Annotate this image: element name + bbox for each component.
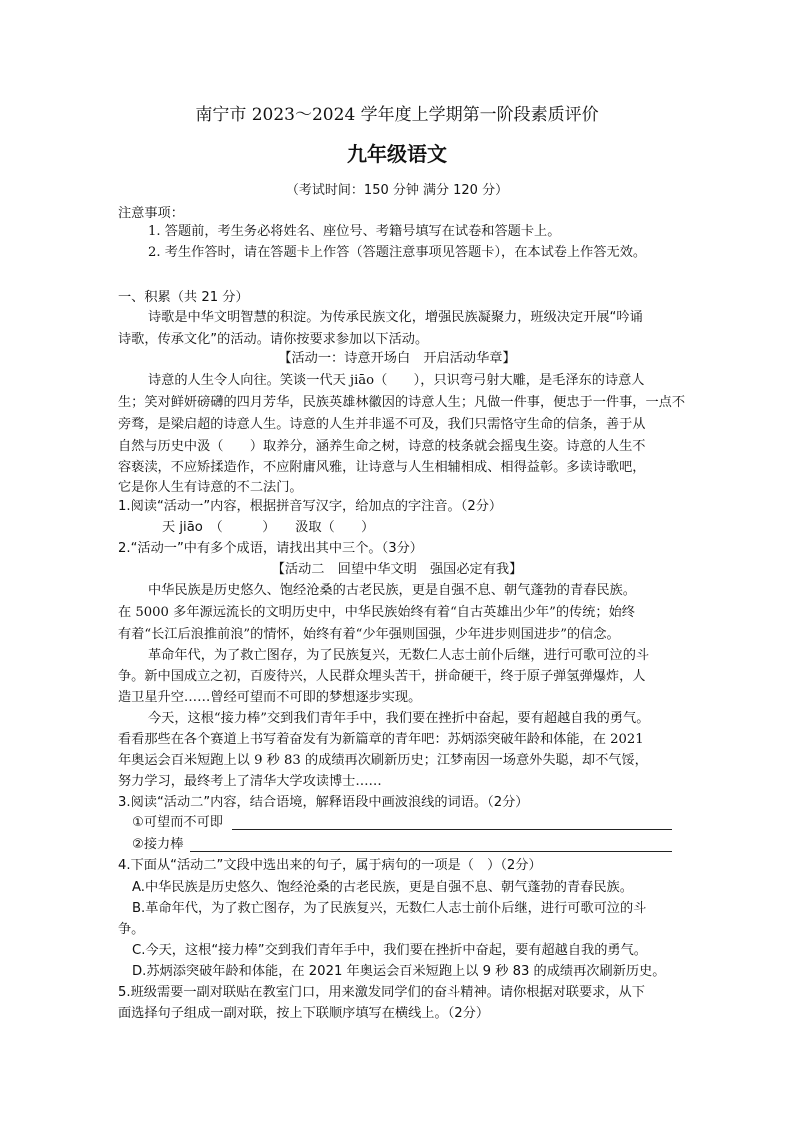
question-5-line-1: 5.班级需要一副对联贴在教室门口，用来激发同学们的奋斗精神。请你根据对联要求，从下 <box>118 985 645 1000</box>
question-4: 4.下面从“活动二”文段中选出来的句子，属于病句的一项是（ ）（2分） <box>118 858 542 873</box>
activity1-line-2: 生；笑对鲜妍磅礴的四月芳华，民族英雄林徽因的诗意人生；凡做一件事，便忠于一件事，一点不 <box>118 395 686 410</box>
answer-line-1[interactable] <box>232 829 672 830</box>
q4-option-c: C.今天，这根“接力棒”交到我们青年手中，我们要在挫折中奋起，要有超越自我的勇气。 <box>132 943 647 958</box>
activity2-line-2: 在 5000 多年源远流长的文明历史中，中华民族始终有着“自古英雄出少年”的传统；始终 <box>118 605 635 620</box>
q4-option-d: D.苏炳添突破年龄和体能，在 2021 年奥运会百米短跑上以 9 秒 83 的成绩再次刷新历史。 <box>132 964 666 979</box>
activity1-line-3: 旁骛，是梁启超的诗意人生。诗意的人生并非遥不可及，我们只需恪守生命的信条，善于从 <box>118 417 646 432</box>
activity2-line-9: 年奥运会百米短跑上以 9 秒 83 的成绩再次刷新历史；江梦南因一场意外失聪，却不气馁， <box>118 753 648 768</box>
activity2-line-7: 今天，这根“接力棒”交到我们青年手中，我们要在挫折中奋起，要有超越自我的勇气。 <box>148 711 650 726</box>
activity1-line-1: 诗意的人生令人向往。笑谈一代天 jiāo（ ），只识弯弓射大雕，是毛泽东的诗意人 <box>148 373 645 388</box>
activity1-line-6: 它是你人生有诗意的不二法门。 <box>118 480 303 495</box>
exam-info: （考试时间：150 分钟 满分 120 分） <box>285 183 509 198</box>
activity2-title: 【活动二 回望中华文明 强国必定有我】 <box>271 562 523 577</box>
question-1-answers: 天 jiāo （ ） 汲取（ ） <box>162 520 375 535</box>
question-2: 2.“活动一”中有多个成语，请找出其中三个。（3分） <box>118 541 423 556</box>
notes-item-1: 1. 答题前，考生务必将姓名、座位号、考籍号填写在试卷和答题卡上。 <box>148 224 561 239</box>
activity1-line-4: 自然与历史中汲（ ）取养分，涵养生命之树，诗意的枝条就会摇曳生姿。诗意的人生不 <box>118 439 646 454</box>
activity2-line-5: 争。新中国成立之初，百废待兴，人民群众埋头苦干，拼命硬干，终于原子弹氢弹爆炸，人 <box>118 669 646 684</box>
activity2-line-1: 中华民族是历史悠久、饱经沧桑的古老民族，更是自强不息、朝气蓬勃的青春民族。 <box>148 583 636 598</box>
question-3-item-2: ②接力棒 <box>132 837 184 852</box>
question-3-item-1: ①可望而不可即 <box>132 815 223 830</box>
activity2-line-4: 革命年代，为了救亡图存，为了民族复兴，无数仁人志士前仆后继，进行可歌可泣的斗 <box>148 648 650 663</box>
question-5-line-2: 面选择句子组成一副对联，按上下联顺序填写在横线上。（2分） <box>118 1006 490 1021</box>
notes-item-2: 2. 考生作答时，请在答题卡上作答（答题注意事项见答题卡），在本试卷上作答无效。 <box>148 245 647 260</box>
activity1-line-5: 容亵渎，不应矫揉造作，不应附庸风雅，让诗意与人生相辅相成、相得益彰。多读诗歌吧， <box>118 460 646 475</box>
subject-title: 九年级语文 <box>347 142 447 166</box>
intro-line-2: 诗歌，传承文化”的活动。请你按要求参加以下活动。 <box>118 332 429 347</box>
q4-option-b: B.革命年代，为了救亡图存，为了民族复兴，无数仁人志士前仆后继，进行可歌可泣的斗 <box>132 901 647 916</box>
intro-line-1: 诗歌是中华文明智慧的积淀。为传承民族文化，增强民族凝聚力，班级决定开展“吟诵 <box>148 310 643 325</box>
activity1-title: 【活动一：诗意开场白 开启活动华章】 <box>278 351 516 366</box>
activity2-line-3: 有着“长江后浪推前浪”的情怀，始终有着“少年强则国强，少年进步则国进步”的信念。 <box>118 627 620 642</box>
section-heading: 一、积累（共 21 分） <box>118 290 249 305</box>
question-1: 1.阅读“活动一”内容，根据拼音写汉字，给加点的字注音。（2分） <box>118 499 503 514</box>
exam-title: 南宁市 2023～2024 学年度上学期第一阶段素质评价 <box>195 105 599 125</box>
activity2-line-10: 努力学习，最终考上了清华大学攻读博士…… <box>118 774 382 789</box>
answer-line-2[interactable] <box>190 851 672 852</box>
notes-heading: 注意事项： <box>118 206 184 221</box>
q4-option-b-cont: 争。 <box>118 922 145 937</box>
q4-option-a: A.中华民族是历史悠久、饱经沧桑的古老民族，更是自强不息、朝气蓬勃的青春民族。 <box>132 880 633 895</box>
question-3: 3.阅读“活动二”内容，结合语境，解释语段中画波浪线的词语。（2分） <box>118 795 529 810</box>
activity2-line-6: 造卫星升空……曾经可望而不可即的梦想逐步实现。 <box>118 690 422 705</box>
activity2-line-8: 看看那些在各个赛道上书写着奋发有为新篇章的青年吧：苏炳添突破年龄和体能，在 2021 <box>118 732 644 747</box>
